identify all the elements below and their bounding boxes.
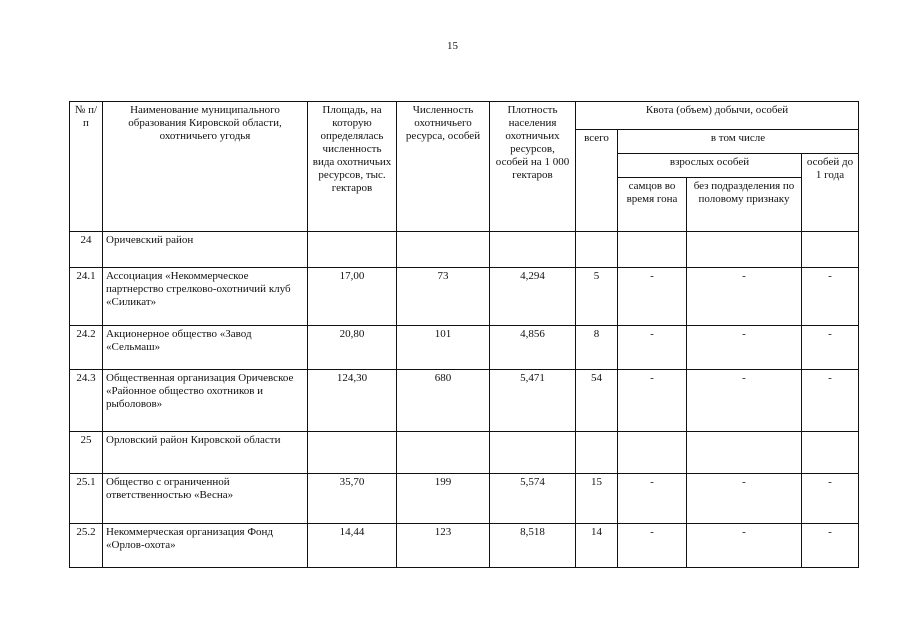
- table-row: [70, 370, 859, 432]
- row-density: 4,294: [490, 268, 576, 326]
- quota-table: [69, 101, 859, 568]
- header-row-1: [70, 102, 859, 130]
- row-males: -: [618, 474, 687, 524]
- row-name: Ассоциация «Некоммерческое партнерство стрелково-охотничий клуб «Силикат»: [103, 268, 308, 326]
- row-area: [308, 432, 397, 474]
- row-area: 14,44: [308, 524, 397, 568]
- table-row: [70, 524, 859, 568]
- row-count: 101: [397, 326, 490, 370]
- header-adults: взрослых особей: [618, 154, 802, 178]
- row-count: 73: [397, 268, 490, 326]
- row-juveniles: -: [802, 268, 859, 326]
- table-row: [70, 326, 859, 370]
- row-males: -: [618, 326, 687, 370]
- header-area: Площадь, на которую определялась численность вида охотничьих ресурсов, тыс. гектаров: [308, 102, 397, 232]
- row-area: 35,70: [308, 474, 397, 524]
- row-area: [308, 232, 397, 268]
- row-name: Орловский район Кировской области: [103, 432, 308, 474]
- row-num: 25.2: [70, 524, 103, 568]
- district-row: [70, 432, 859, 474]
- header-total: всего: [576, 130, 618, 232]
- header-juveniles: особей до 1 года: [802, 154, 859, 232]
- row-no-sex: [687, 232, 802, 268]
- row-num: 25.1: [70, 474, 103, 524]
- row-density: 4,856: [490, 326, 576, 370]
- row-juveniles: -: [802, 474, 859, 524]
- row-no-sex: -: [687, 268, 802, 326]
- row-total: [576, 232, 618, 268]
- row-count: [397, 432, 490, 474]
- row-total: 8: [576, 326, 618, 370]
- page-number: 15: [447, 40, 458, 52]
- row-count: 199: [397, 474, 490, 524]
- district-row: [70, 232, 859, 268]
- row-name: Общество с ограниченной ответственностью «Весна»: [103, 474, 308, 524]
- header-including: в том числе: [618, 130, 859, 154]
- row-num: 24.2: [70, 326, 103, 370]
- row-num: 24.1: [70, 268, 103, 326]
- row-juveniles: [802, 432, 859, 474]
- row-count: 680: [397, 370, 490, 432]
- header-count: Численность охотничьего ресурса, особей: [397, 102, 490, 232]
- row-juveniles: -: [802, 326, 859, 370]
- row-num: 24: [70, 232, 103, 268]
- table-row: [70, 474, 859, 524]
- header-no-sex: без подразделения по половому признаку: [687, 178, 802, 232]
- row-num: 25: [70, 432, 103, 474]
- row-total: 14: [576, 524, 618, 568]
- row-total: [576, 432, 618, 474]
- row-area: 124,30: [308, 370, 397, 432]
- header-name: Наименование муниципального образования Кировской области, охотничьего угодья: [103, 102, 308, 232]
- row-density: [490, 432, 576, 474]
- row-no-sex: [687, 432, 802, 474]
- row-males: -: [618, 268, 687, 326]
- row-no-sex: -: [687, 370, 802, 432]
- row-males: [618, 432, 687, 474]
- row-name: Общественная организация Оричевское «Районное общество охотников и рыболовов»: [103, 370, 308, 432]
- row-juveniles: -: [802, 370, 859, 432]
- row-males: -: [618, 524, 687, 568]
- row-area: 17,00: [308, 268, 397, 326]
- row-no-sex: -: [687, 474, 802, 524]
- row-total: 15: [576, 474, 618, 524]
- row-density: 5,574: [490, 474, 576, 524]
- row-no-sex: -: [687, 524, 802, 568]
- row-num: 24.3: [70, 370, 103, 432]
- row-juveniles: [802, 232, 859, 268]
- row-name: Оричевский район: [103, 232, 308, 268]
- row-total: 54: [576, 370, 618, 432]
- row-density: 8,518: [490, 524, 576, 568]
- row-juveniles: -: [802, 524, 859, 568]
- header-males: самцов во время гона: [618, 178, 687, 232]
- row-count: 123: [397, 524, 490, 568]
- row-count: [397, 232, 490, 268]
- row-name: Некоммерческая организация Фонд «Орлов-охота»: [103, 524, 308, 568]
- row-no-sex: -: [687, 326, 802, 370]
- row-density: 5,471: [490, 370, 576, 432]
- row-males: -: [618, 370, 687, 432]
- row-total: 5: [576, 268, 618, 326]
- header-num: № п/п: [70, 102, 103, 232]
- header-density: Плотность населения охотничьих ресурсов, особей на 1 000 гектаров: [490, 102, 576, 232]
- table-row: [70, 268, 859, 326]
- header-quota: Квота (объем) добычи, особей: [576, 102, 859, 130]
- row-name: Акционерное общество «Завод «Сельмаш»: [103, 326, 308, 370]
- row-males: [618, 232, 687, 268]
- row-area: 20,80: [308, 326, 397, 370]
- row-density: [490, 232, 576, 268]
